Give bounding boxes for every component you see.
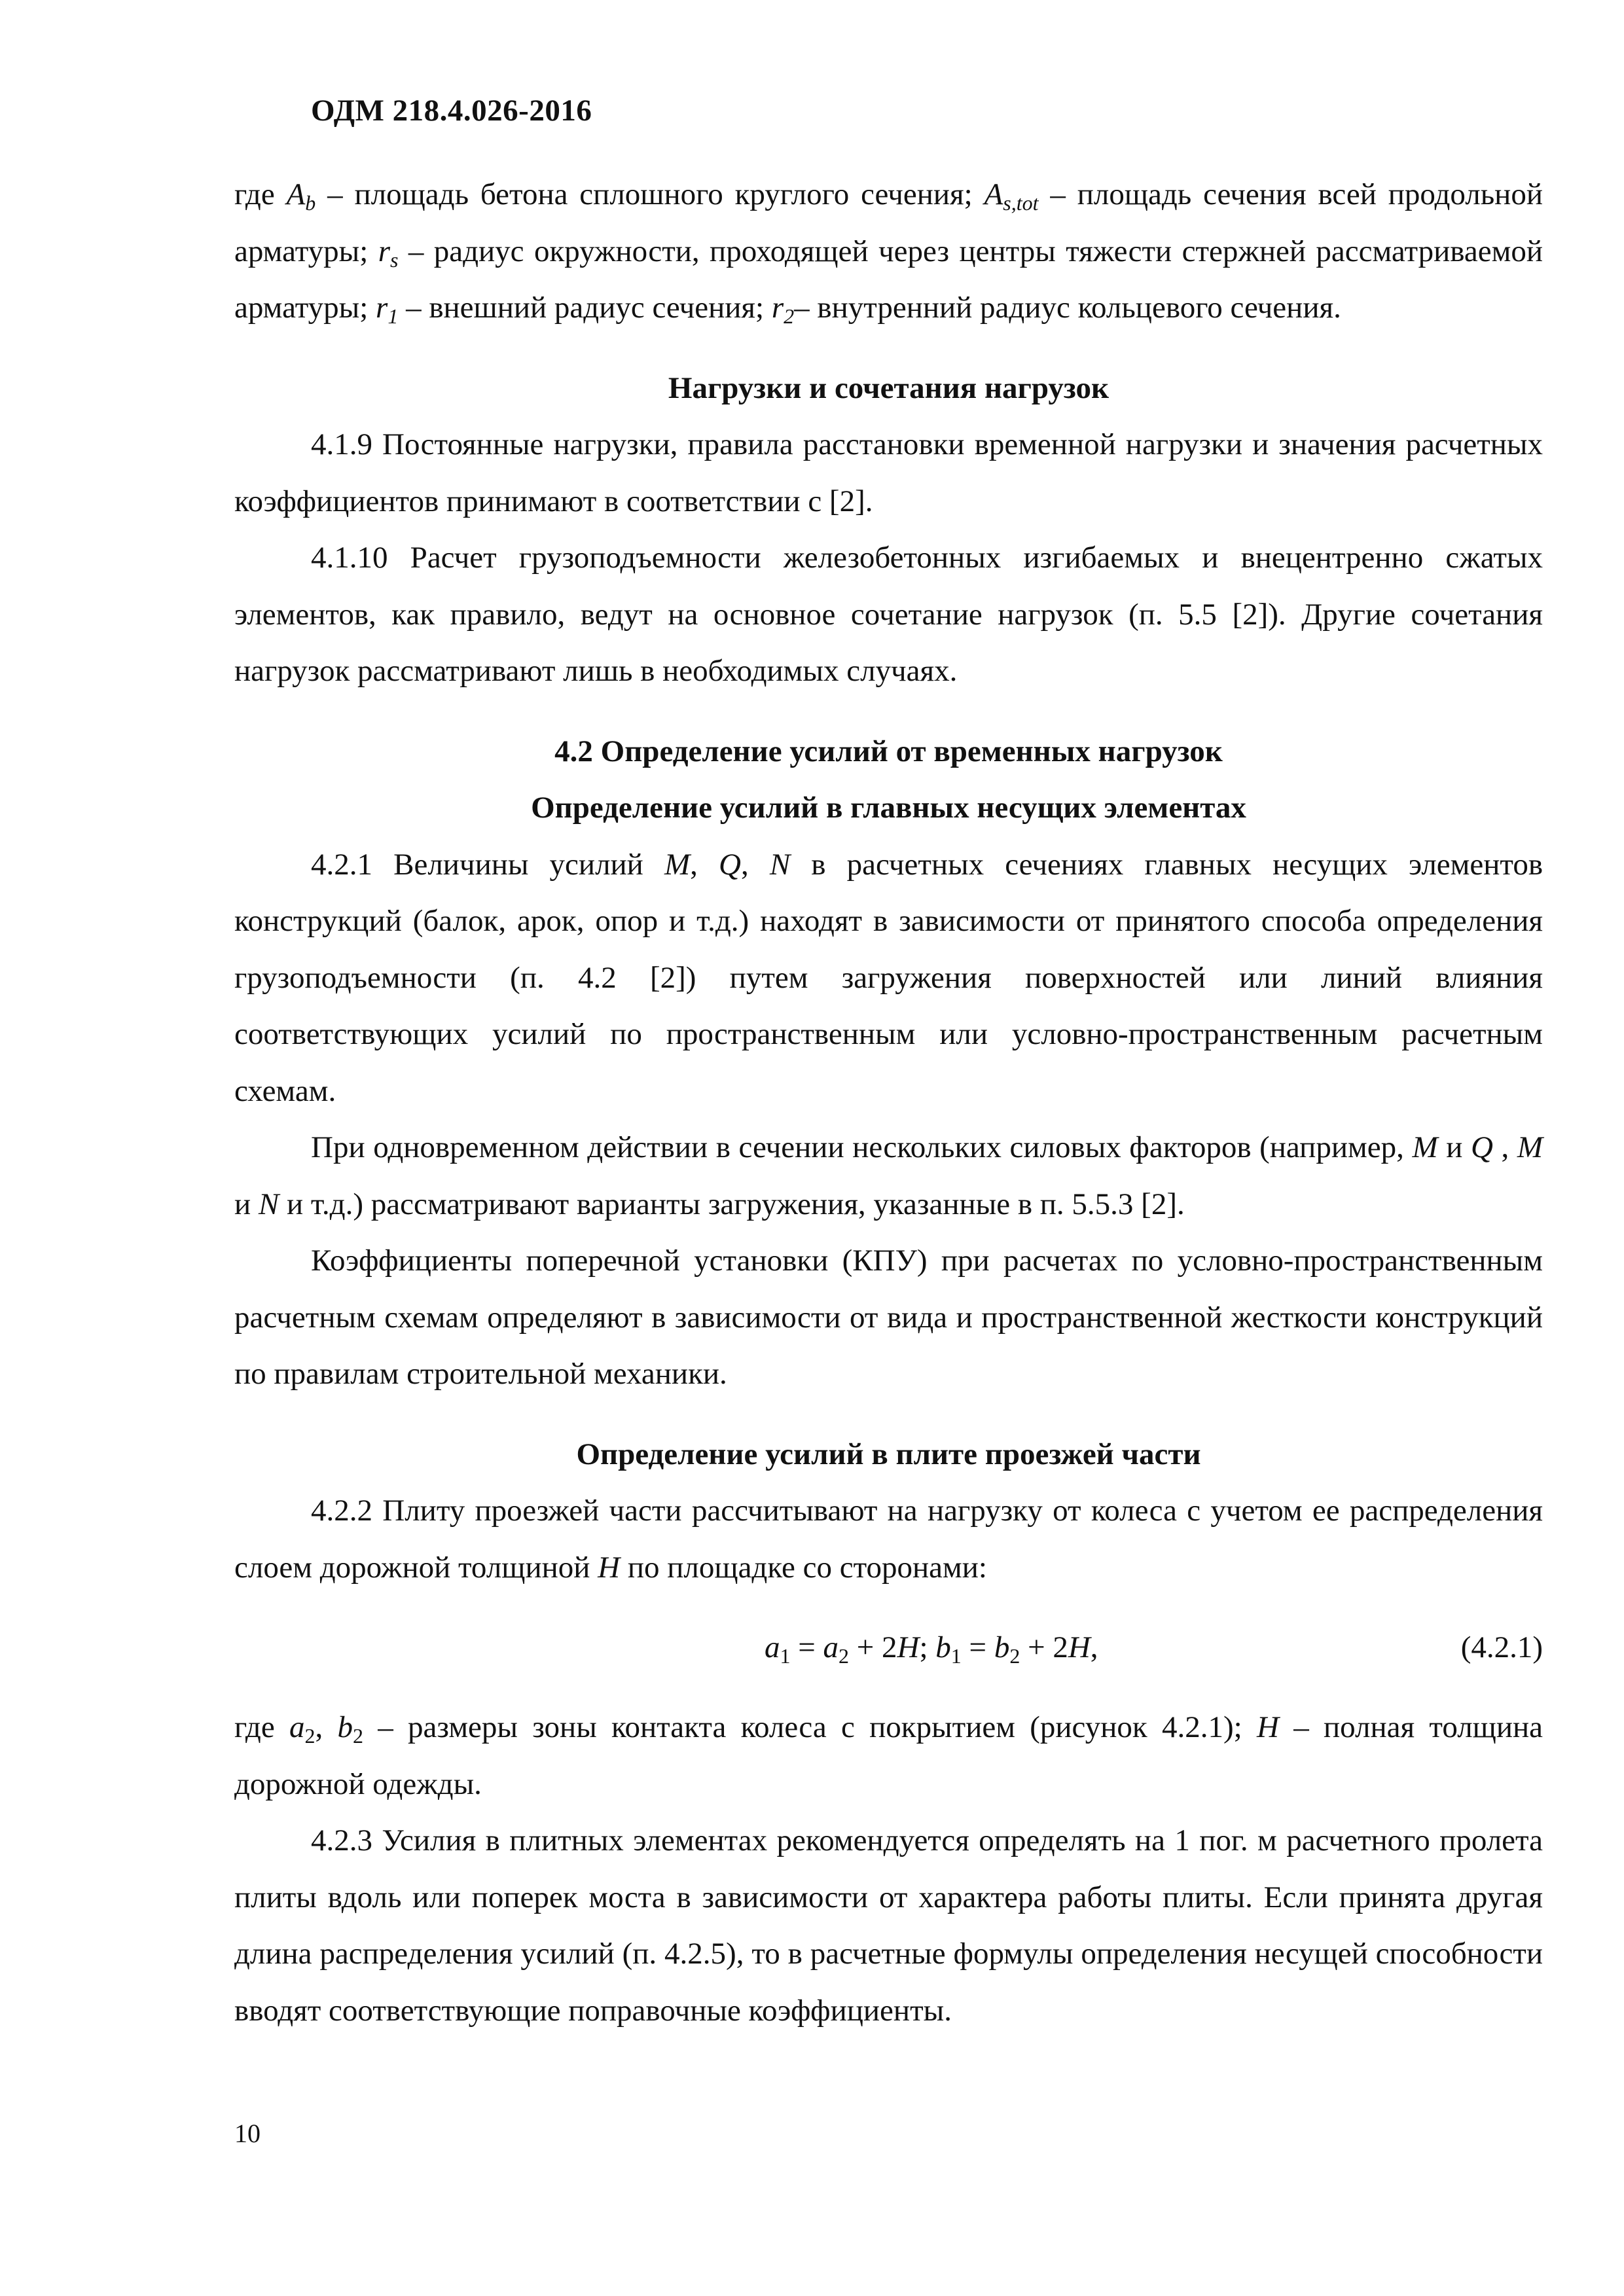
section-heading-loads: Нагрузки и сочетания нагрузок <box>668 370 1110 405</box>
formula-4-2-1 <box>234 1619 1543 1676</box>
formula-number: (4.2.1) <box>1460 1630 1543 1664</box>
paragraph-4-2-3: 4.2.3 Усилия в плитных элементах рекомендуется определять на 1 пог. м расчетного пролета плиты вдоль или поперек моста в зависимости от характера работы плиты. Если принята другая длина распределения усилий (п. 4.2.5), то в расчетные формулы определения несущей способности вводят соответствующие поправочные коэффициенты. <box>234 1823 1543 2028</box>
subsection-heading-deck-slab: Определение усилий в плите проезжей части <box>576 1437 1201 1471</box>
symbol-M: M <box>664 847 691 882</box>
symbol-Ab: $A_b$ <box>286 177 316 215</box>
paragraph-formula-definitions: где $a_2$, $b_2$ – размеры зоны контакта колеса с покрытием (рисунок 4.2.1); H – полная толщина дорожной одежды. <box>234 1710 1543 1801</box>
symbol-r1: $r_1$ <box>376 291 399 328</box>
paragraph-simultaneous-action: При одновременном действии в сечении нескольких силовых факторов (например, M и Q , M и N и т.д.) рассматривают варианты загружения, указанные в п. 5.5.3 [2]. <box>234 1130 1543 1221</box>
symbol-H: H <box>1257 1710 1279 1744</box>
symbol-M: M <box>1412 1130 1438 1164</box>
paragraph-4-1-9: 4.1.9 Постоянные нагрузки, правила расстановки временной нагрузки и значения расчетных коэффициентов принимают в соответствии с [2]. <box>234 427 1543 518</box>
symbol-N: N <box>769 847 791 882</box>
document-header: ОДМ 218.4.026-2016 <box>311 94 592 128</box>
paragraph-definitions: где $A_b$ – площадь бетона сплошного круглого сечения; $A_{s,tot}$ – площадь сечения всей продольной арматуры; $r_s$ – радиус окружности, проходящей через центры тяжести стержней рассматриваемой арматуры; $r_1$ – внешний радиус сечения; $r_2-$ внутренний радиус кольцевого сечения. <box>234 177 1543 328</box>
symbol-r2: $r_2$ <box>771 291 795 328</box>
symbol-M: M <box>1517 1130 1543 1164</box>
formula-expression: $a_1 = a_2 + 2H$; $b_1 = b_2 + 2H$, <box>765 1630 1098 1668</box>
symbol-rs: $r_s$ <box>378 234 399 272</box>
paragraph-kpu: Коэффициенты поперечной установки (КПУ) при расчетах по условно-пространственным расчетным схемам определяют в зависимости от вида и пространственной жесткости конструкций по правилам строительной механики. <box>234 1244 1543 1391</box>
symbol-N: N <box>258 1187 280 1221</box>
paragraph-4-1-10: 4.1.10 Расчет грузоподъемности железобетонных изгибаемых и внецентренно сжатых элементов, как правило, ведут на основное сочетание нагрузок (п. 5.5 [2]). Другие сочетания нагрузок рассматривают лишь в необходимых случаях. <box>234 541 1543 688</box>
symbol-Q: Q <box>1470 1130 1493 1164</box>
section-heading-4-2: 4.2 Определение усилий от временных нагрузок <box>554 734 1223 768</box>
page-number: 10 <box>234 2119 261 2148</box>
paragraph-4-2-2: 4.2.2 Плиту проезжей части рассчитывают на нагрузку от колеса с учетом ее распределения слоем дорожной толщиной H по площадке со сторонами: <box>234 1494 1543 1585</box>
symbol-As-tot: $A_{s,tot}$ <box>984 177 1039 215</box>
subsection-heading-main-elements: Определение усилий в главных несущих элементах <box>531 791 1246 825</box>
symbol-Q: Q <box>718 847 741 882</box>
symbol-H: H <box>598 1550 621 1585</box>
page-body <box>234 166 1543 2039</box>
paragraph-4-2-1: 4.2.1 Величины усилий M, Q, N в расчетных сечениях главных несущих элементов конструкций (балок, арок, опор и т.д.) находят в зависимости от принятого способа определения грузоподъемности (п. 4.2 [2]) путем загружения поверхностей или линий влияния соответствующих усилий по пространственным или условно-пространственным расчетным схемам. <box>234 847 1543 1108</box>
